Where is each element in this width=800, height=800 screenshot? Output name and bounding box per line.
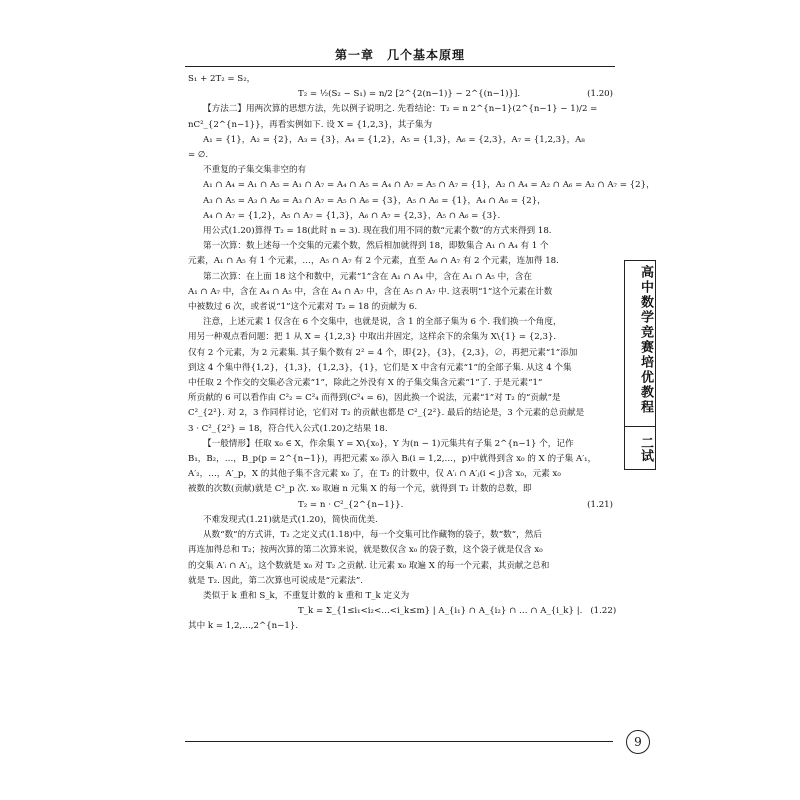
equation-line — [188, 604, 617, 619]
text-line: 其中 k = 1,2,…,2^{n−1}. — [188, 621, 299, 632]
text-line: 不重复的子集交集非空的有 — [203, 165, 307, 176]
text-line: A₄ ∩ A₇ = {1,2}，A₅ ∩ A₇ = {1,3}，A₆ ∩ A₇ = {2,3}，A₅ ∩ A₆ = {3}. — [203, 210, 501, 221]
equation-number: (1.20) — [587, 89, 613, 100]
text-line: 3 · C²_{2²} = 18，符合代入公式(1.20)之结果 18. — [188, 423, 388, 434]
text-line: 不难发现式(1.21)就是式(1.20)，简快而优美. — [203, 514, 378, 525]
text-line: 仅有 2 个元素，为 2 元素集. 其子集个数有 2² = 4 个，即{2}，{3}，{2,3}，∅，再把元素“1”添加 — [188, 347, 578, 358]
text-line: A₃ ∩ A₅ = A₃ ∩ A₆ = A₃ ∩ A₇ = A₅ ∩ A₆ = {3}，A₅ ∩ A₆ = {1}，A₄ ∩ A₆ = {2}， — [203, 195, 546, 206]
text-line: 第一次算：数上述每一个交集的元素个数，然后相加就得到 18，即数集合 A₁ ∩ A₄ 有 1 个 — [203, 241, 549, 252]
equation-text: T₂ = ½(S₂ − S₁) = n/2 [2^{2(n−1)} − 2^{(n−1)}]. — [298, 89, 521, 100]
text-line: = ∅. — [188, 150, 209, 161]
text-line: 【方法二】用两次算的思想方法，先以例子说明之. 先看结论：T₂ = n 2^{n−1}(2^{n−1} − 1)/2 = — [203, 104, 598, 115]
equation-number: (1.22) — [590, 606, 617, 617]
text-line: 中被数过 6 次，或者说“1”这个元素对 T₂ = 18 的贡献为 6. — [188, 302, 418, 313]
text-line: nC²_{2^{n−1}}，再看实例如下. 设 X = {1,2,3}，其子集为 — [188, 119, 433, 130]
text-line: 从数“数”的方式讲，T₂ 之定义式(1.18)中，每一个交集可比作藏物的袋子，数“数”，然后 — [203, 530, 542, 541]
text-line: C²_{2²}. 对 2，3 作同样讨论，它们对 T₂ 的贡献也都是 C²_{2²}. 最后的结论是，3 个元素的总贡献是 — [188, 408, 585, 419]
text-line: 的交集 A′ᵢ ∩ A′ⱼ，这个数就是 x₀ 对 T₂ 之贡献. 让元素 x₀ 取遍 X 的每一个元素，其贡献之总和 — [188, 560, 550, 571]
footer-rule — [185, 741, 613, 742]
text-line: B₁，B₂，…，B_p(p = 2^{n−1})，再把元素 x₀ 添入 Bᵢ(i = 1,2,…，p)中就得到含 x₀ 的 X 的子集 A′₁， — [188, 454, 597, 465]
text-line: 【一般情形】任取 x₀ ∈ X，作余集 Y = X\{x₀}，Y 为(n − 1)元集共有子集 2^{n−1} 个，记作 — [203, 438, 574, 449]
text-line: S₁ + 2T₂ = S₂， — [188, 74, 256, 84]
side-tab — [624, 260, 656, 470]
header-rule — [185, 66, 615, 67]
text-line: A′₂，…，A′_p，X 的其他子集不含元素 x₀ 了，在 T₂ 的计数中，仅 A′ᵢ ∩ A′ⱼ(i < j)含 x₀，元素 x₀ — [188, 469, 561, 480]
text-line: A₁ ∩ A₇ 中，含在 A₄ ∩ A₅ 中，含在 A₄ ∩ A₇ 中，含在 A₅ ∩ A₇ 中. 这表明“1”这个元素在计数 — [188, 286, 553, 297]
text-line: 用公式(1.20)算得 T₂ = 18(此时 n = 3). 现在我们用不同的数“元素个数”的方式来得到 18. — [203, 226, 552, 237]
text-line: 被数的次数(贡献)就是 C²_p 次. x₀ 取遍 n 元集 X 的每一个元，就得到 T₂ 计数的总数，即 — [188, 484, 532, 495]
equation-line — [188, 87, 613, 102]
text-line: 所贡献的 6 可以看作由 C²₂ = C²₄ 而得到(C²₄ = 6)，因此换一个说法，元素“1”对 T₂ 的“贡献”是 — [188, 393, 561, 404]
text-line: A₁ = {1}，A₂ = {2}，A₃ = {3}，A₄ = {1,2}，A₅ = {1,3}，A₆ = {2,3}，A₇ = {1,2,3}，A₈ — [203, 134, 585, 145]
text-line: 注意，上述元素 1 仅含在 6 个交集中，也就是说，含 1 的全部子集为 6 个. 我们换一个角度， — [203, 317, 562, 328]
text-line: A₁ ∩ A₄ = A₁ ∩ A₅ = A₁ ∩ A₇ = A₄ ∩ A₅ = A₄ ∩ A₇ = A₅ ∩ A₇ = {1}，A₂ ∩ A₄ = A₂ ∩ A₆ = A₂ ∩ A₇ = {2}， — [203, 180, 655, 191]
text-line: 类似于 k 重和 S_k，不重复计数的 k 重和 T_k 定义为 — [203, 590, 410, 601]
text-line: 中任取 2 个作交的交集必含元素“1”，除此之外没有 X 的子集交集含元素“1”了. 于是元素“1” — [188, 378, 543, 389]
text-line: 到这 4 个集中得{1,2}，{1,3}，{1,2,3}，{1}，它们是 X 中含有元素“1”的全部子集. 从这 4 个集 — [188, 362, 572, 373]
text-line: 元素，A₁ ∩ A₅ 有 1 个元素，…，A₅ ∩ A₇ 有 2 个元素，直至 A₆ ∩ A₇ 有 2 个元素，连加得 18. — [188, 256, 559, 267]
text-line: 第二次算：在上面 18 这个和数中，元素“1”含在 A₁ ∩ A₄ 中，含在 A₁ ∩ A₅ 中，含在 — [203, 271, 532, 282]
chapter-header: 第一章 几个基本原理 — [334, 48, 465, 62]
side-tab-title: 高中数学竞赛培优教程 — [638, 265, 653, 415]
equation-number: (1.21) — [587, 499, 613, 510]
side-tab-subtitle: 二试 — [625, 426, 655, 467]
equation-text: T₂ = n · C²_{2^{n−1}}. — [298, 499, 404, 510]
text-line: 用另一种观点看问题：把 1 从 X = {1,2,3} 中取出并固定，这样余下的余集为 X\{1} = {2,3}. — [188, 332, 557, 343]
page-number: 9 — [626, 730, 650, 754]
text-line: 再连加得总和 T₂；按两次算的第二次算来说，就是数仅含 x₀ 的袋子数，这个袋子就是仅含 x₀ — [188, 545, 543, 556]
text-line: 就是 T₂. 因此，第二次算也可说成是“元素法”. — [188, 575, 363, 586]
equation-text: T_k = Σ_{1≤i₁<i₂<…<i_k≤m} | A_{i₁} ∩ A_{i₂} ∩ … ∩ A_{i_k} |. — [298, 606, 583, 617]
equation-line — [188, 498, 613, 513]
